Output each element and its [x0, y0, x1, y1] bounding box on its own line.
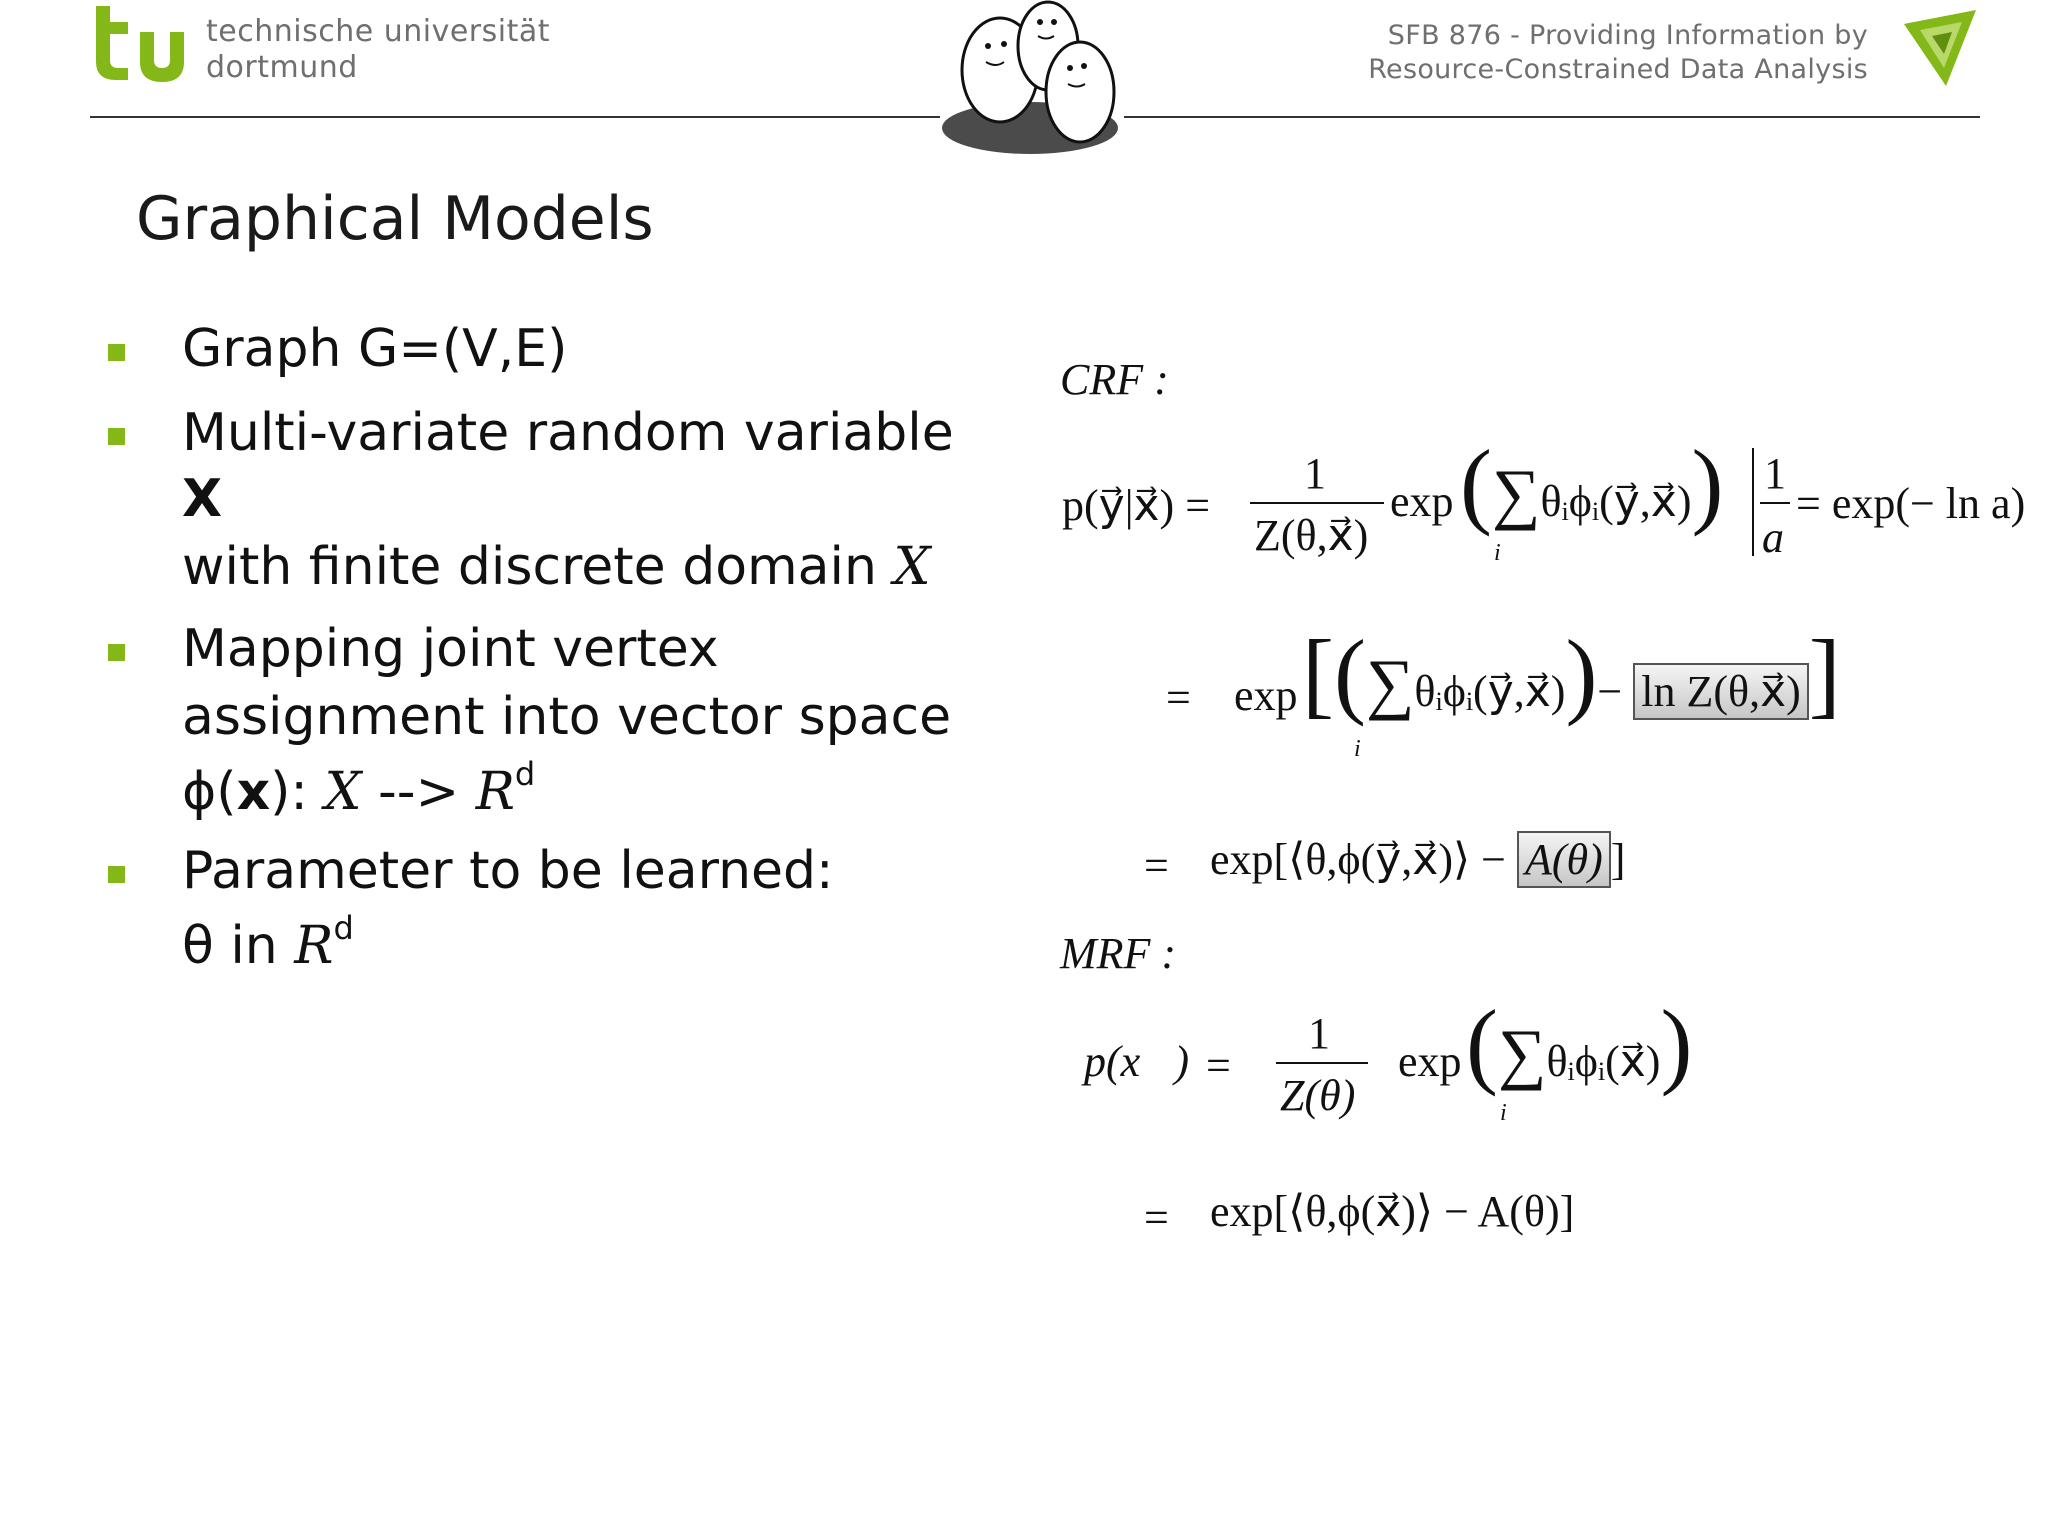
bullet-mapping-line1: Mapping joint vertex: [182, 619, 719, 679]
mrf-fraction-bar: [1276, 1062, 1368, 1064]
x-symbol: x: [236, 762, 271, 822]
mrf-frac-denominator: Z(θ): [1280, 1071, 1356, 1120]
crf-line2-group: [1302, 620, 1841, 727]
sum-symbol: ∑: [1365, 645, 1415, 721]
bullet-marker: [108, 344, 125, 361]
crf-sum-group: [1460, 430, 1724, 537]
sfb-title-line2: Resource-Constrained Data Analysis: [1368, 54, 1868, 85]
bullet-parameter: Parameter to be learned:: [182, 841, 834, 901]
reals-symbol: R: [294, 916, 334, 976]
mrf-p-x: p(x⃗): [1084, 1037, 1190, 1086]
sum-symbol: ∑: [1497, 1015, 1547, 1091]
reals-symbol: R: [475, 762, 515, 822]
bullet-graph: Graph G=(V,E): [182, 319, 568, 379]
crf-frac-denominator: Z(θ,x⃗): [1254, 511, 1369, 560]
a-theta-highlight: A(θ): [1517, 831, 1611, 888]
crf-exp: exp: [1390, 477, 1454, 526]
slide-title: Graphical Models: [136, 184, 654, 254]
crf-eq-3: =: [1144, 841, 1169, 890]
close-bracket: ]: [1610, 835, 1626, 884]
header-rule-right: [1124, 116, 1980, 118]
mrf-frac-numerator: 1: [1308, 1009, 1330, 1058]
mrf-sum-group: [1466, 990, 1693, 1097]
theta-in-text: θ in: [182, 916, 278, 976]
note-frac-bottom: a: [1762, 513, 1784, 562]
crf-theta-phi-yx: θᵢϕᵢ(y⃗,x⃗): [1540, 477, 1692, 526]
domain-symbol: X: [324, 762, 362, 822]
close-paren: ): [1691, 430, 1724, 537]
university-name-line1: technische universität: [206, 14, 550, 49]
university-name-line2: dortmund: [206, 50, 358, 85]
bullet-marker: [108, 428, 125, 445]
sfb-logo-icon: [1900, 6, 1980, 90]
bullet-random-variable-domain: [182, 538, 931, 598]
colon-symbol: ):: [270, 762, 308, 822]
phi-symbol: ϕ(: [182, 762, 237, 822]
mrf-label: MRF :: [1060, 929, 1177, 978]
close-bracket: ]: [1808, 620, 1841, 727]
bullet-random-variable-x: X: [182, 469, 223, 529]
mrf-exp: exp: [1398, 1037, 1462, 1086]
mrf-inner-product: exp[⟨θ,ϕ(x⃗)⟩ − A(θ)]: [1210, 1187, 1575, 1236]
open-bracket: [: [1302, 620, 1334, 727]
mrf-eq-2: =: [1144, 1193, 1169, 1242]
header-rule-left: [90, 116, 940, 118]
arrow-symbol: -->: [378, 762, 460, 822]
crf-line3-group: [1210, 834, 1625, 885]
crf-label: CRF :: [1060, 355, 1169, 404]
superscript-d: d: [514, 755, 536, 793]
note-frac-top: 1: [1764, 449, 1786, 498]
crf-frac-numerator: 1: [1304, 449, 1326, 498]
domain-symbol: X: [893, 537, 931, 597]
bullet-marker: [108, 644, 125, 661]
egg-mascot-icon: [930, 0, 1130, 160]
crf-eq-2: =: [1166, 673, 1191, 722]
tu-logo-icon: [88, 4, 194, 86]
domain-text: with finite discrete domain: [182, 537, 877, 597]
minus-sign: −: [1597, 667, 1634, 716]
superscript-d: d: [333, 909, 354, 947]
note-fraction-bar: [1760, 502, 1790, 504]
open-paren: (: [1333, 620, 1366, 727]
crf-fraction-bar: [1250, 502, 1384, 504]
mrf-eq-1: =: [1206, 1041, 1231, 1090]
bullet-mapping-formula: [182, 756, 535, 823]
sum-index: i: [1500, 1100, 1507, 1126]
mrf-theta-phi-x: θᵢϕᵢ(x⃗): [1546, 1037, 1661, 1086]
bullet-mapping-line2: assignment into vector space: [182, 687, 952, 747]
crf-inner-product: exp[⟨θ,ϕ(y⃗,x⃗)⟩ −: [1210, 835, 1506, 884]
note-separator: [1752, 448, 1754, 556]
sum-symbol: ∑: [1491, 455, 1541, 531]
lnz-highlight: ln Z(θ,x⃗): [1633, 663, 1809, 720]
open-paren: (: [1466, 990, 1498, 1097]
close-paren: ): [1565, 620, 1598, 727]
sum-index: i: [1354, 736, 1361, 762]
bullet-parameter-theta: [182, 910, 354, 977]
crf-theta-phi-yx-2: θᵢϕᵢ(y⃗,x⃗): [1414, 667, 1566, 716]
crf-exp-2: exp: [1234, 671, 1298, 720]
note-rhs: = exp(− ln a): [1796, 479, 2026, 528]
open-paren: (: [1460, 430, 1492, 537]
sfb-title-line1: SFB 876 - Providing Information by: [1387, 20, 1868, 51]
bullet-marker: [108, 866, 125, 883]
sum-index: i: [1494, 540, 1501, 566]
close-paren: ): [1660, 990, 1693, 1097]
crf-p-y-given-x: p(y⃗|x⃗) =: [1062, 481, 1211, 530]
bullet-random-variable: Multi-variate random variable: [182, 403, 954, 463]
